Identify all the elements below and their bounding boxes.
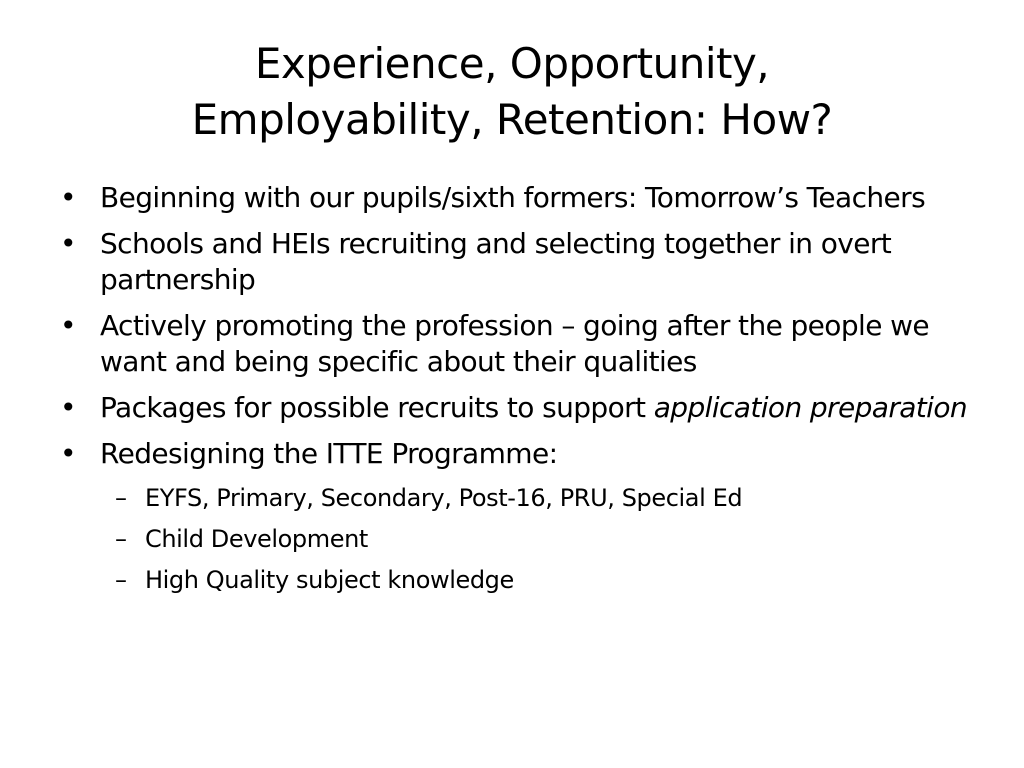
bullet-dot-icon: • — [60, 391, 76, 424]
sub-bullet-text: EYFS, Primary, Secondary, Post-16, PRU, Special Ed — [145, 484, 743, 512]
bullet-italic-text: application preparation — [653, 391, 968, 424]
title-line-1: Experience, Opportunity, — [254, 39, 770, 88]
bullet-text: Redesigning the ITTE Programme: — [100, 437, 558, 470]
sub-bullet-text: High Quality subject knowledge — [145, 566, 514, 594]
bullet-list — [60, 180, 990, 605]
bullet-text: Beginning with our pupils/sixth formers: Tomorrow’s Teachers — [100, 181, 926, 214]
bullet-item — [60, 180, 990, 216]
sub-bullet-item — [60, 564, 990, 596]
bullet-text: Packages for possible recruits to support — [100, 391, 654, 424]
sub-bullet-item — [60, 523, 990, 555]
bullet-item — [60, 436, 990, 472]
dash-icon: – — [115, 566, 127, 594]
title-line-2: Employability, Retention: How? — [191, 95, 833, 144]
bullet-dot-icon: • — [60, 309, 76, 342]
bullet-dot-icon: • — [60, 181, 76, 214]
bullet-dot-icon: • — [60, 437, 76, 470]
sub-bullet-text: Child Development — [145, 525, 368, 553]
bullet-item — [60, 308, 990, 380]
bullet-text: Actively promoting the profession – going after the people we want and being specific about their qualities — [100, 309, 930, 378]
sub-bullet-list — [60, 482, 990, 596]
bullet-item — [60, 390, 990, 426]
dash-icon: – — [115, 525, 127, 553]
sub-bullet-item — [60, 482, 990, 514]
dash-icon: – — [115, 484, 127, 512]
bullet-text: Schools and HEIs recruiting and selecting together in overt partnership — [100, 227, 892, 296]
bullet-dot-icon: • — [60, 227, 76, 260]
bullet-item — [60, 226, 990, 298]
slide-title — [40, 36, 984, 148]
